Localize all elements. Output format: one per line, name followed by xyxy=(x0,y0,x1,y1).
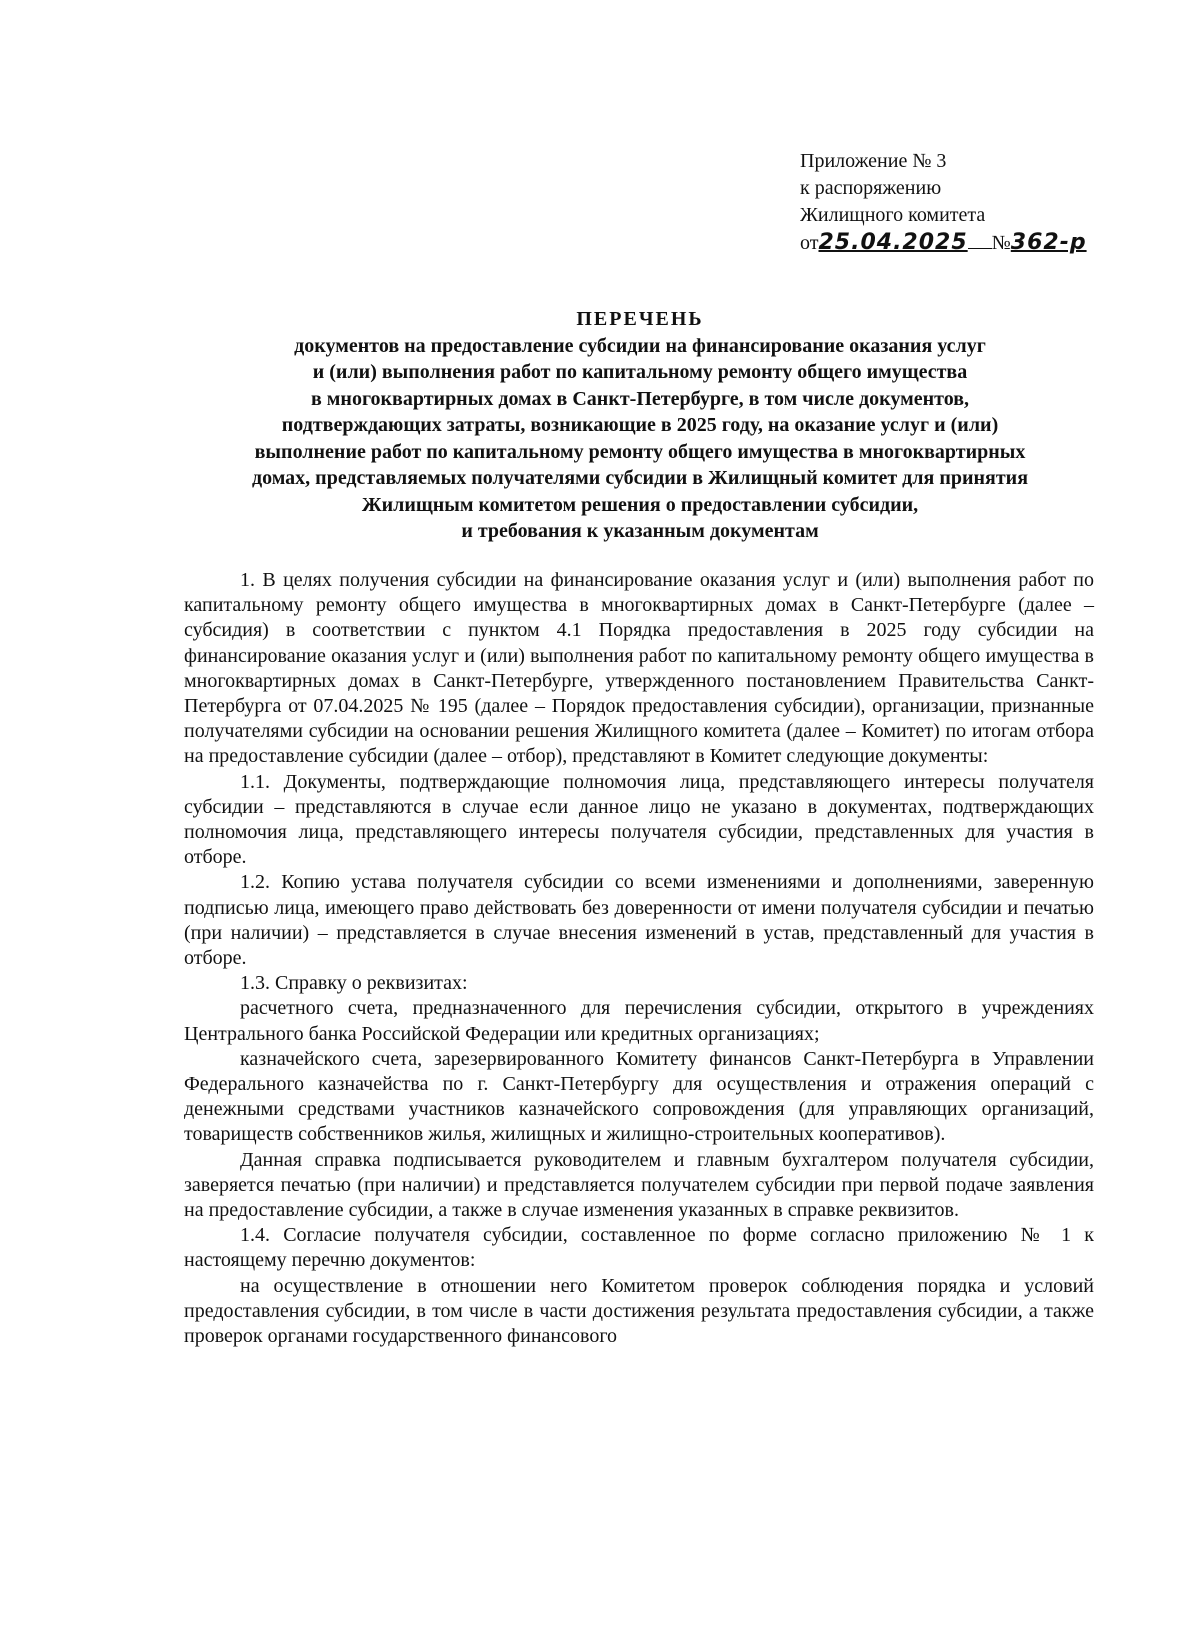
title-heading: ПЕРЕЧЕНЬ xyxy=(576,308,704,330)
document-title xyxy=(160,306,1120,545)
title-line: и (или) выполнения работ по капитальному ремонту общего имущества xyxy=(312,361,968,383)
title-line: Жилищным комитетом решения о предоставлении субсидии, xyxy=(361,493,919,516)
handwritten-number: 362-р xyxy=(1010,230,1087,255)
appendix-order-ref: к распоряжению xyxy=(800,177,942,199)
number-prefix: № xyxy=(991,232,1011,254)
paragraph-1: 1. В целях получения субсидии на финансирование оказания услуг и (или) выполнения работ по капитальному ремонту общего имущества в многоквартирных домах в Санкт-Петербурге (далее – субсидия) в соответствии с пунктом 4.1 Порядка предоставления в 2025 году субсидии на финансирование оказания услуг и (или) выполнения работ по капитальному ремонту общего имущества в многоквартирных домах в Санкт-Петербурге, утвержденного постановлением Правительства Санкт-Петербурга от 07.04.2025 № 195 (далее – Порядок предоставления субсидии), организации, признанные получателями субсидии на основании решения Жилищного комитета (далее – Комитет) по итогам отбора на предоставление субсидии (далее – отбор), представляют в Комитет следующие документы: xyxy=(184,569,1094,768)
paragraph-treasury-account: казначейского счета, зарезервированного Комитету финансов Санкт-Петербурга в Управлении Федерального казначейства по г. Санкт-Петербургу для осуществления и отражения операций с денежными средствами участников казначейского сопровождения (для управляющих организаций, товариществ собственников жилья, жилищных и жилищно-строительных кооперативов). xyxy=(184,1047,1094,1146)
date-prefix: от xyxy=(800,232,819,254)
paragraph-1-3: 1.3. Справку о реквизитах: xyxy=(240,972,468,995)
appendix-committee: Жилищного комитета xyxy=(800,204,986,226)
title-line: домах, представляемых получателями субсидии в Жилищный комитет для принятия xyxy=(251,467,1029,489)
appendix-number: Приложение № 3 xyxy=(800,150,947,172)
paragraph-1-1: 1.1. Документы, подтверждающие полномочия лица, представляющего интересы получателя субсидии – представляются в случае если данное лицо не указано в документах, подтверждающих полномочия лица, представляющего интересы получателя субсидии, представленных для участия в отборе. xyxy=(184,770,1094,869)
title-line: в многоквартирных домах в Санкт-Петербурге, в том числе документов, xyxy=(311,387,969,410)
paragraph-1-2: 1.2. Копию устава получателя субсидии со всеми изменениями и дополнениями, заверенную подписью лица, имеющего право действовать без доверенности от имени получателя субсидии и печатью (при наличии) – представляется в случае внесения изменений в устав, представленный для участия в отборе. xyxy=(184,871,1094,970)
title-line: и требования к указанным документам xyxy=(461,520,819,542)
appendix-header xyxy=(800,148,1120,259)
handwritten-date: 25.04.2025 xyxy=(818,230,968,255)
paragraph-1-4: 1.4. Согласие получателя субсидии, составленное по форме согласно приложению № 1 к настоящему перечню документов: xyxy=(184,1224,1094,1272)
appendix-date-number xyxy=(800,229,1120,259)
title-line: подтверждающих затраты, возникающие в 2025 году, на оказание услуг и (или) xyxy=(281,414,999,436)
title-line: документов на предоставление субсидии на финансирование оказания услуг xyxy=(294,334,986,357)
paragraph-settlement-account: расчетного счета, предназначенного для перечисления субсидии, открытого в учреждениях Центрального банка Российской Федерации или кредитных организациях; xyxy=(184,997,1094,1045)
title-line: выполнение работ по капитальному ремонту общего имущества в многоквартирных xyxy=(254,440,1026,463)
paragraph-certificate-signing: Данная справка подписывается руководителем и главным бухгалтером получателя субсидии, заверяется печатью (при наличии) и представляется получателем субсидии при первой подаче заявления на предоставление субсидии, а также в случае изменения указанных в справке реквизитов. xyxy=(184,1148,1094,1222)
paragraph-inspections: на осуществление в отношении него Комитетом проверок соблюдения порядка и условий предоставления субсидии, в том числе в части достижения результата предоставления субсидии, а также проверок органами государственного финансового xyxy=(184,1274,1094,1348)
document-body xyxy=(184,568,1094,1349)
